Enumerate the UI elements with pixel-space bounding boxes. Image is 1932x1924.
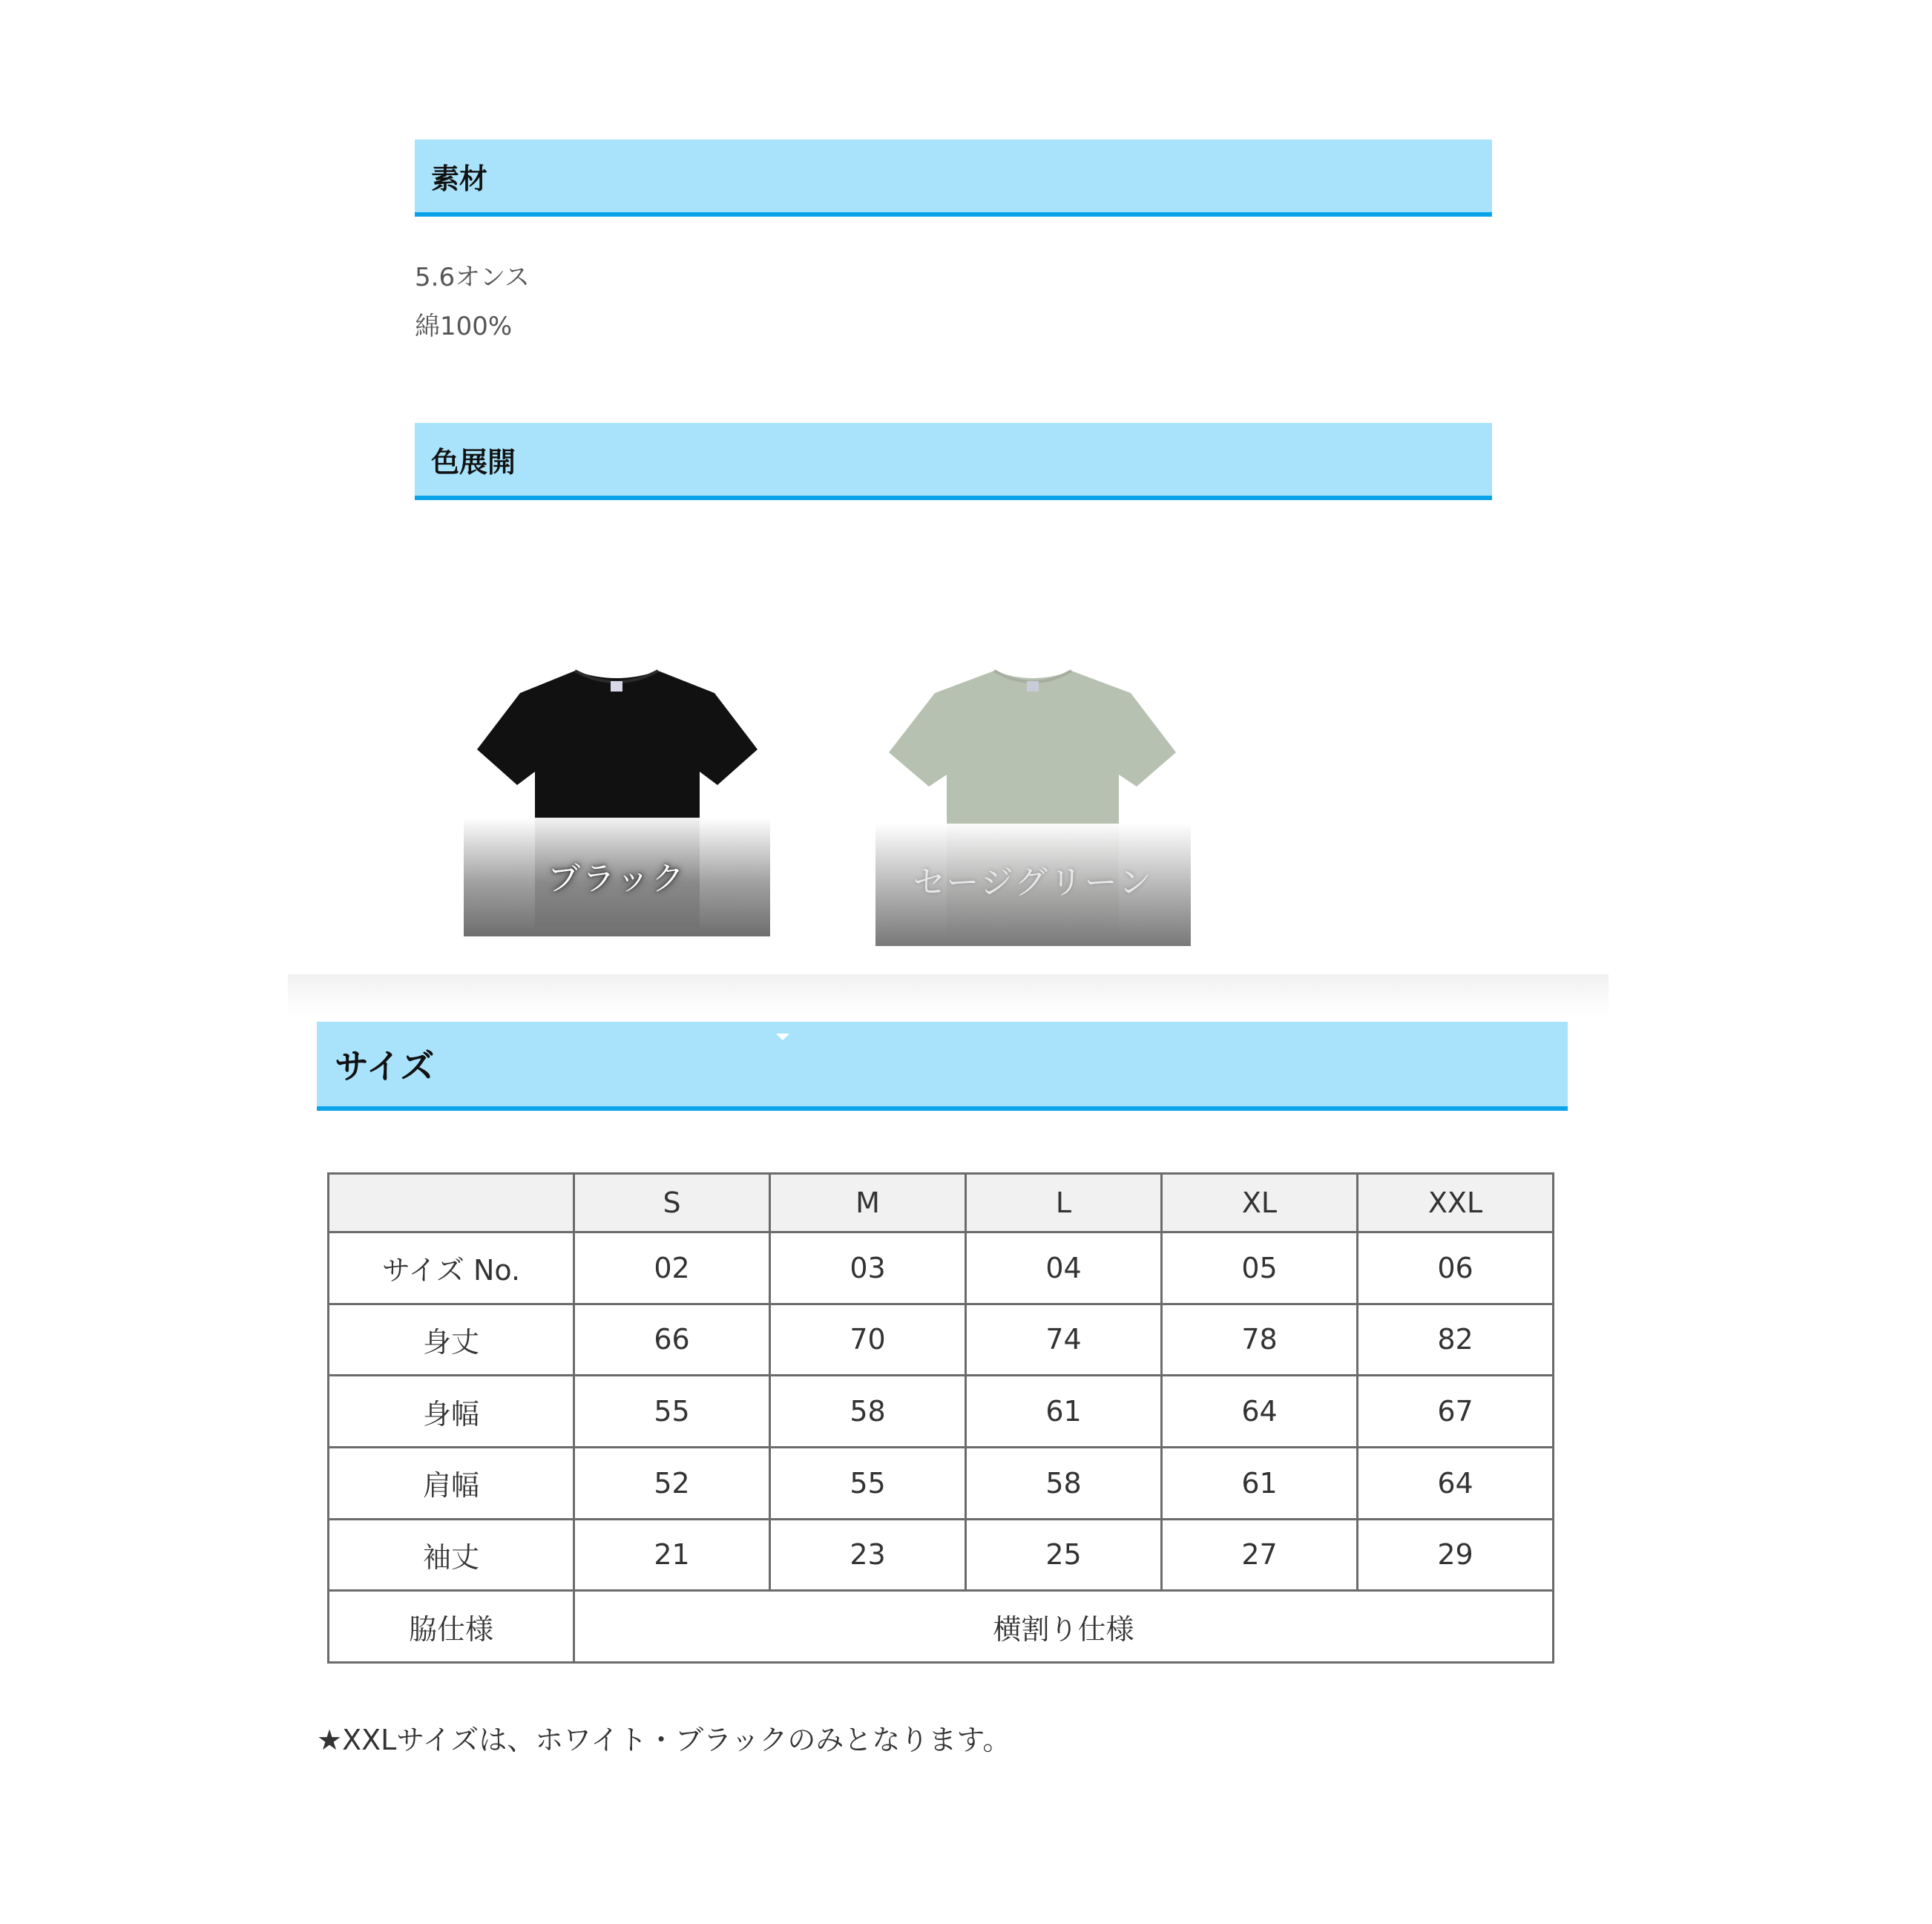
table-cell: 52 bbox=[574, 1447, 770, 1519]
swatch-label: ブラック bbox=[547, 860, 687, 898]
table-cell: 74 bbox=[966, 1304, 1162, 1376]
table-cell: 64 bbox=[1358, 1447, 1554, 1519]
table-cell: 05 bbox=[1162, 1232, 1358, 1304]
table-row bbox=[329, 1232, 1554, 1304]
swatch-label: セージグリーン bbox=[913, 864, 1154, 902]
size-note: ★XXLサイズは、ホワイト・ブラックのみとなります。 bbox=[317, 1724, 1011, 1756]
row-label: 袖丈 bbox=[329, 1519, 574, 1591]
table-header-cell: M bbox=[770, 1174, 966, 1232]
table-header-cell bbox=[329, 1174, 574, 1232]
section-title-colors: 色展開 bbox=[431, 445, 516, 479]
table-cell: 29 bbox=[1358, 1519, 1554, 1591]
table-cell: 55 bbox=[574, 1376, 770, 1448]
table-cell-spec: 横割り仕様 bbox=[574, 1591, 1554, 1663]
table-cell: 64 bbox=[1162, 1376, 1358, 1448]
size-table bbox=[327, 1172, 1554, 1664]
section-header-size bbox=[317, 1022, 1568, 1111]
table-cell: 66 bbox=[574, 1304, 770, 1376]
caret-down-icon bbox=[776, 1034, 789, 1040]
row-label: サイズ No. bbox=[329, 1232, 574, 1304]
material-weight: 5.6オンス bbox=[415, 263, 530, 292]
row-label: 身丈 bbox=[329, 1304, 574, 1376]
table-cell: 78 bbox=[1162, 1304, 1358, 1376]
table-header-cell: XXL bbox=[1358, 1174, 1554, 1232]
row-label: 脇仕様 bbox=[329, 1591, 574, 1663]
table-row bbox=[329, 1376, 1554, 1448]
table-row bbox=[329, 1447, 1554, 1519]
table-header-row bbox=[329, 1174, 1554, 1232]
row-label: 身幅 bbox=[329, 1376, 574, 1448]
table-cell: 61 bbox=[966, 1376, 1162, 1448]
table-row-spec bbox=[329, 1591, 1554, 1663]
table-cell: 03 bbox=[770, 1232, 966, 1304]
section-title-size: サイズ bbox=[335, 1046, 435, 1086]
table-cell: 82 bbox=[1358, 1304, 1554, 1376]
table-header-cell: S bbox=[574, 1174, 770, 1232]
table-cell: 06 bbox=[1358, 1232, 1554, 1304]
section-header-material bbox=[415, 139, 1492, 217]
table-header-cell: XL bbox=[1162, 1174, 1358, 1232]
table-cell: 25 bbox=[966, 1519, 1162, 1591]
table-cell: 67 bbox=[1358, 1376, 1554, 1448]
table-cell: 02 bbox=[574, 1232, 770, 1304]
table-cell: 23 bbox=[770, 1519, 966, 1591]
table-cell: 58 bbox=[770, 1376, 966, 1448]
color-swatch-black[interactable] bbox=[464, 660, 770, 936]
section-title-material: 素材 bbox=[431, 162, 488, 195]
table-cell: 55 bbox=[770, 1447, 966, 1519]
table-header-cell: L bbox=[966, 1174, 1162, 1232]
table-cell: 70 bbox=[770, 1304, 966, 1376]
table-cell: 04 bbox=[966, 1232, 1162, 1304]
table-row bbox=[329, 1519, 1554, 1591]
table-cell: 27 bbox=[1162, 1519, 1358, 1591]
table-cell: 21 bbox=[574, 1519, 770, 1591]
material-composition: 綿100% bbox=[415, 312, 513, 341]
row-label: 肩幅 bbox=[329, 1447, 574, 1519]
table-cell: 61 bbox=[1162, 1447, 1358, 1519]
color-swatch-sage-green[interactable] bbox=[875, 660, 1191, 946]
section-divider bbox=[288, 974, 1609, 1017]
table-row bbox=[329, 1304, 1554, 1376]
section-header-colors bbox=[415, 423, 1492, 500]
table-cell: 58 bbox=[966, 1447, 1162, 1519]
